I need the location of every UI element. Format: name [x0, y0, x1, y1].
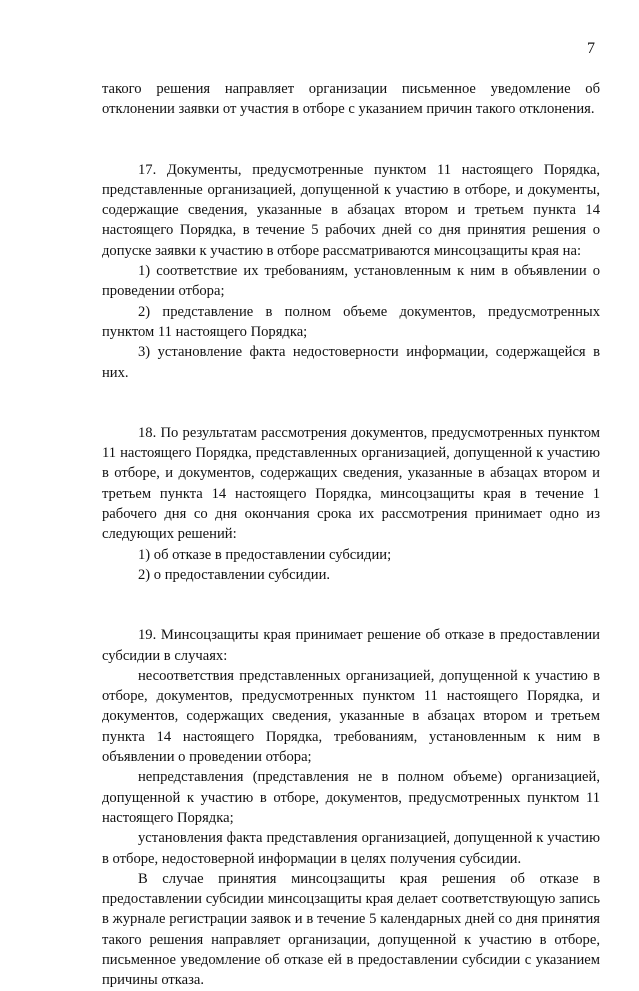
document-body	[102, 79, 600, 991]
paragraph-gap	[102, 140, 600, 160]
paragraph-gap	[102, 403, 600, 423]
clause-19-case-1: несоответствия представленных организацией, допущенной к участию в отборе, документов, предусмотренных пунктом 11 настоящего Порядка, и документов, содержащих сведения, указанные в абзацах втором и третьем пункта 14 настоящего Порядка, требованиям, установленным к ним в объявлении о проведении отбора;	[102, 667, 600, 766]
clause-17-item-1: 1) соответствие их требованиям, установленным к ним в объявлении о проведении отбора;	[102, 263, 600, 300]
clause-17: 17. Документы, предусмотренные пунктом 11 настоящего Порядка, представленные организацией, допущенной к участию в отборе, и документы, содержащие сведения, указанные в абзацах втором и третьем пункта 14 настоящего Порядка, в течение 5 рабочих дней со дня принятия решения о допуске заявки к участию в отборе рассматриваются минсоцзащиты края на:	[102, 161, 600, 259]
clause-19: 19. Минсоцзащиты края принимает решение об отказе в предоставлении субсидии в случаях:	[102, 627, 600, 664]
paragraph-gap	[102, 120, 600, 140]
clause-19-case-2: непредставления (представления не в полном объеме) организацией, допущенной к участию в отборе, документов, предусмотренных пунктом 11 настоящего Порядка;	[102, 769, 600, 826]
clause-18-item-1: 1) об отказе в предоставлении субсидии;	[138, 546, 392, 563]
clause-17-item-2: 2) представление в полном объеме документов, предусмотренных пунктом 11 настоящего Порядка;	[102, 303, 600, 340]
paragraph-gap	[102, 585, 600, 605]
page-number: 7	[587, 40, 595, 57]
clause-17-item-3: 3) установление факта недостоверности информации, содержащейся в них.	[102, 344, 600, 381]
paragraph-gap	[102, 383, 600, 403]
clause-19-refusal-procedure: В случае принятия минсоцзащиты края решения об отказе в предоставлении субсидии минсоцзащиты края делает соответствующую запись в журнале регистрации заявок и в течение 5 календарных дней со дня принятия такого решения направляет организации, допущенной к участию в отборе, письменное уведомление об отказе ей в предоставлении субсидии с указанием причины отказа.	[102, 870, 600, 989]
clause-18: 18. По результатам рассмотрения документов, предусмотренных пунктом 11 настоящего Порядка, представленных организацией, допущенной к участию в отборе, и документов, содержащих сведения, указанные в абзацах втором и третьем пункта 14 настоящего Порядка, минсоцзащиты края в течение 1 рабочего дня со дня окончания срока их рассмотрения принимает одно из следующих решений:	[102, 424, 600, 543]
paragraph-gap	[102, 605, 600, 625]
clause-19-case-3: установления факта представления организацией, допущенной к участию в отборе, недостоверной информации в целях получения субсидии.	[102, 830, 600, 867]
clause-18-item-2: 2) о предоставлении субсидии.	[138, 566, 331, 583]
paragraph-continuation: такого решения направляет организации письменное уведомление об отклонении заявки от участия в отборе с указанием причин такого отклонения.	[102, 81, 600, 118]
